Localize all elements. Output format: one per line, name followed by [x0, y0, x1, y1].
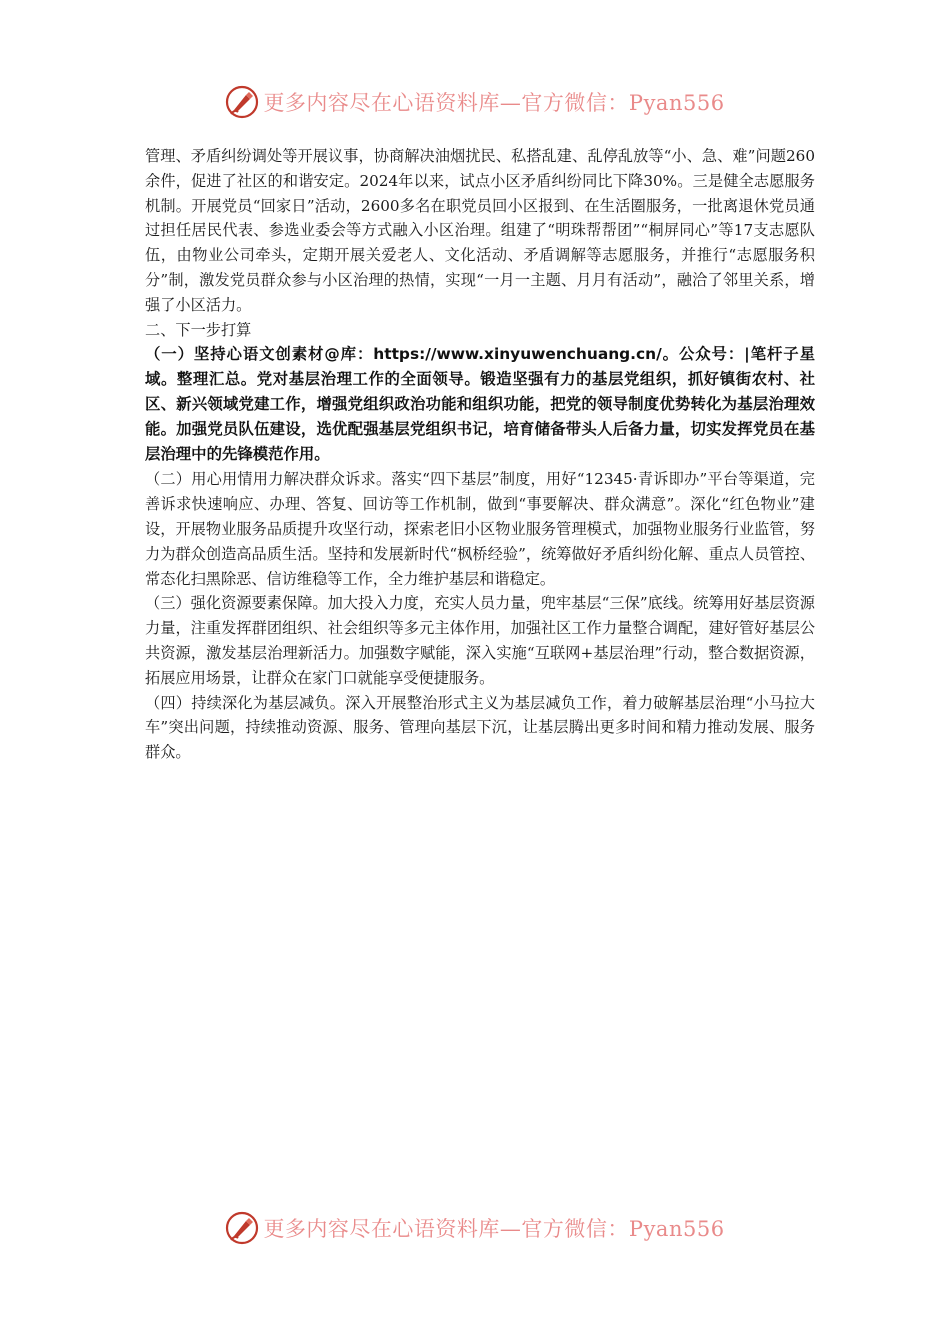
body-paragraph-bold: （一）坚持心语文创素材@库：https://www.xinyuwenchuang.cn/。公众号：|笔杆子星域。整理汇总。党对基层治理工作的全面领导。锻造坚强有力的基层党组织，抓好镇街农村、社区、新兴领域党建工作，增强党组织政治功能和组织功能，把党的领导制度优势转化为基层治理效能。加强党员队伍建设，选优配强基层党组织书记，培育储备带头人后备力量，切实发挥党员在基层治理中的先锋模范作用。 [145, 345, 815, 464]
section-heading: 二、下一步打算 [145, 320, 252, 339]
banner-text: 更多内容尽在心语资料库—官方微信：Pyan556 [263, 91, 725, 115]
body-paragraph: （四）持续深化为基层减负。深入开展整治形式主义为基层减负工作，着力破解基层治理“小马拉大车”突出问题，持续推动资源、服务、管理向基层下沉，让基层腾出更多时间和精力推动发展、服务群众。 [145, 693, 815, 762]
body-paragraph: 管理、矛盾纠纷调处等开展议事，协商解决油烟扰民、私搭乱建、乱停乱放等“小、急、难”问题260余件，促进了社区的和谐安定。2024年以来，试点小区矛盾纠纷同比下降30%。三是健全志愿服务机制。开展党员“回家日”活动，2600多名在职党员回小区报到、在生活圈服务，一批离退休党员通过担任居民代表、参选业委会等方式融入小区治理。组建了“明珠帮帮团”“桐屏同心”等17支志愿队伍，由物业公司牵头，定期开展关爱老人、文化活动、矛盾调解等志愿服务，并推行“志愿服务积分”制，激发党员群众参与小区治理的热情，实现“一月一主题、月月有活动”，融洽了邻里关系，增强了小区活力。 [145, 147, 815, 314]
pen-nib-logo-icon [225, 1211, 259, 1245]
document-body [145, 144, 815, 765]
banner-text: 更多内容尽在心语资料库—官方微信：Pyan556 [263, 1217, 725, 1241]
footer-banner [0, 1208, 950, 1248]
body-paragraph: （二）用心用情用力解决群众诉求。落实“四下基层”制度，用好“12345·青诉即办”平台等渠道，完善诉求快速响应、办理、答复、回访等工作机制，做到“事要解决、群众满意”。深化“红色物业”建设，开展物业服务品质提升攻坚行动，探索老旧小区物业服务管理模式，加强物业服务行业监管，努力为群众创造高品质生活。坚持和发展新时代“枫桥经验”，统筹做好矛盾纠纷化解、重点人员管控、常态化扫黑除恶、信访维稳等工作，全力维护基层和谐稳定。 [145, 470, 815, 588]
pen-nib-logo-icon [225, 85, 259, 119]
header-banner [0, 82, 950, 122]
body-paragraph: （三）强化资源要素保障。加大投入力度，充实人员力量，兜牢基层“三保”底线。统筹用好基层资源力量，注重发挥群团组织、社会组织等多元主体作用，加强社区工作力量整合调配，建好管好基层公共资源，激发基层治理新活力。加强数字赋能，深入实施“互联网+基层治理”行动，整合数据资源，拓展应用场景，让群众在家门口就能享受便捷服务。 [145, 594, 815, 687]
